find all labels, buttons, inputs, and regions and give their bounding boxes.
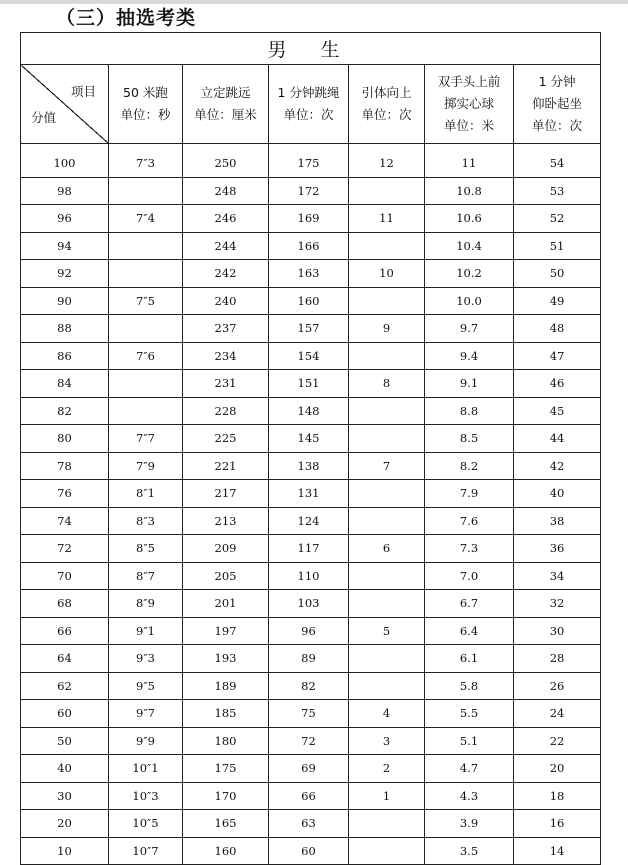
standing-long-jump-cell: 165 (183, 810, 269, 838)
pull-up-cell (349, 480, 425, 508)
pull-up-cell: 3 (349, 727, 425, 755)
sprint-50m-cell: 10″7 (109, 837, 183, 865)
sprint-50m-cell: 7″4 (109, 205, 183, 233)
score-cell: 72 (21, 535, 109, 563)
medicine-ball-throw-cell: 4.3 (425, 782, 514, 810)
column-header-line: 掷实心球 (443, 96, 494, 111)
table-row (21, 672, 601, 700)
medicine-ball-throw-cell: 7.3 (425, 535, 514, 563)
column-header-line: 单位：次 (361, 107, 412, 122)
corner-header-cell (21, 65, 109, 144)
medicine-ball-throw-cell: 10.2 (425, 260, 514, 288)
sprint-50m-cell: 9″3 (109, 645, 183, 673)
score-cell: 100 (21, 144, 109, 178)
score-cell: 64 (21, 645, 109, 673)
medicine-ball-throw-cell: 9.7 (425, 315, 514, 343)
table-row (21, 617, 601, 645)
table-row (21, 177, 601, 205)
standing-long-jump-cell: 197 (183, 617, 269, 645)
column-header (269, 65, 349, 144)
medicine-ball-throw-cell: 8.8 (425, 397, 514, 425)
rope-skipping-cell: 72 (269, 727, 349, 755)
sit-up-cell: 24 (514, 700, 601, 728)
score-cell: 96 (21, 205, 109, 233)
pull-up-cell (349, 425, 425, 453)
standing-long-jump-cell: 237 (183, 315, 269, 343)
table-row (21, 342, 601, 370)
sprint-50m-cell (109, 177, 183, 205)
rope-skipping-cell: 172 (269, 177, 349, 205)
standing-long-jump-cell: 250 (183, 144, 269, 178)
column-header (183, 65, 269, 144)
column-header (109, 65, 183, 144)
column-header-line: 仰卧起坐 (532, 96, 583, 111)
sprint-50m-cell: 7″3 (109, 144, 183, 178)
rope-skipping-cell: 60 (269, 837, 349, 865)
medicine-ball-throw-cell: 9.1 (425, 370, 514, 398)
medicine-ball-throw-cell: 7.9 (425, 480, 514, 508)
sit-up-cell: 38 (514, 507, 601, 535)
standing-long-jump-cell: 170 (183, 782, 269, 810)
column-header-line: 1 分钟 (538, 74, 576, 89)
sprint-50m-cell: 7″9 (109, 452, 183, 480)
pull-up-cell (349, 177, 425, 205)
sit-up-cell: 26 (514, 672, 601, 700)
column-header-line: 50 米跑 (123, 85, 168, 100)
column-header-line: 1 分钟跳绳 (277, 85, 340, 100)
rope-skipping-cell: 117 (269, 535, 349, 563)
pull-up-cell: 4 (349, 700, 425, 728)
score-cell: 86 (21, 342, 109, 370)
pull-up-cell: 9 (349, 315, 425, 343)
sit-up-cell: 22 (514, 727, 601, 755)
gender-heading: 男 生 (21, 33, 601, 65)
score-cell: 88 (21, 315, 109, 343)
rope-skipping-cell: 131 (269, 480, 349, 508)
column-header-line: 单位：次 (532, 118, 583, 133)
medicine-ball-throw-cell: 5.1 (425, 727, 514, 755)
pull-up-cell: 6 (349, 535, 425, 563)
column-header (349, 65, 425, 144)
rope-skipping-cell: 82 (269, 672, 349, 700)
standing-long-jump-cell: 231 (183, 370, 269, 398)
score-cell: 82 (21, 397, 109, 425)
rope-skipping-cell: 66 (269, 782, 349, 810)
sit-up-cell: 14 (514, 837, 601, 865)
sprint-50m-cell (109, 260, 183, 288)
sit-up-cell: 30 (514, 617, 601, 645)
score-cell: 50 (21, 727, 109, 755)
medicine-ball-throw-cell: 6.1 (425, 645, 514, 673)
pull-up-cell (349, 590, 425, 618)
sprint-50m-cell: 8″3 (109, 507, 183, 535)
sprint-50m-cell: 7″7 (109, 425, 183, 453)
table-row (21, 727, 601, 755)
pull-up-cell (349, 837, 425, 865)
column-header-row (21, 65, 601, 144)
sit-up-cell: 50 (514, 260, 601, 288)
medicine-ball-throw-cell: 10.8 (425, 177, 514, 205)
pull-up-cell (349, 397, 425, 425)
rope-skipping-cell: 154 (269, 342, 349, 370)
rope-skipping-cell: 89 (269, 645, 349, 673)
rope-skipping-cell: 110 (269, 562, 349, 590)
corner-score-label: 分值 (31, 110, 57, 125)
medicine-ball-throw-cell: 10.4 (425, 232, 514, 260)
standing-long-jump-cell: 240 (183, 287, 269, 315)
medicine-ball-throw-cell: 5.8 (425, 672, 514, 700)
pull-up-cell: 7 (349, 452, 425, 480)
standing-long-jump-cell: 180 (183, 727, 269, 755)
sprint-50m-cell: 8″5 (109, 535, 183, 563)
sit-up-cell: 44 (514, 425, 601, 453)
sprint-50m-cell: 8″7 (109, 562, 183, 590)
score-cell: 76 (21, 480, 109, 508)
rope-skipping-cell: 166 (269, 232, 349, 260)
pull-up-cell: 12 (349, 144, 425, 178)
column-header-line: 单位：秒 (120, 107, 171, 122)
table-row (21, 562, 601, 590)
column-header-line: 单位：米 (443, 118, 494, 133)
medicine-ball-throw-cell: 8.5 (425, 425, 514, 453)
rope-skipping-cell: 69 (269, 755, 349, 783)
sprint-50m-cell (109, 232, 183, 260)
sprint-50m-cell: 10″1 (109, 755, 183, 783)
score-cell: 90 (21, 287, 109, 315)
medicine-ball-throw-cell: 3.9 (425, 810, 514, 838)
sit-up-cell: 48 (514, 315, 601, 343)
table-row (21, 370, 601, 398)
pull-up-cell: 10 (349, 260, 425, 288)
table-row (21, 144, 601, 178)
score-cell: 80 (21, 425, 109, 453)
standing-long-jump-cell: 175 (183, 755, 269, 783)
column-header-line: 引体向上 (361, 85, 412, 100)
sit-up-cell: 42 (514, 452, 601, 480)
table-row (21, 810, 601, 838)
sit-up-cell: 45 (514, 397, 601, 425)
rope-skipping-cell: 96 (269, 617, 349, 645)
medicine-ball-throw-cell: 3.5 (425, 837, 514, 865)
standing-long-jump-cell: 217 (183, 480, 269, 508)
medicine-ball-throw-cell: 7.0 (425, 562, 514, 590)
medicine-ball-throw-cell: 11 (425, 144, 514, 178)
score-cell: 10 (21, 837, 109, 865)
score-cell: 62 (21, 672, 109, 700)
table-row (21, 260, 601, 288)
score-cell: 84 (21, 370, 109, 398)
score-cell: 74 (21, 507, 109, 535)
column-header-line: 单位：次 (283, 107, 334, 122)
sit-up-cell: 40 (514, 480, 601, 508)
sit-up-cell: 34 (514, 562, 601, 590)
medicine-ball-throw-cell: 7.6 (425, 507, 514, 535)
sit-up-cell: 53 (514, 177, 601, 205)
table-row (21, 205, 601, 233)
table-row (21, 590, 601, 618)
column-header (514, 65, 601, 144)
sit-up-cell: 28 (514, 645, 601, 673)
score-cell: 94 (21, 232, 109, 260)
pull-up-cell (349, 672, 425, 700)
pull-up-cell: 11 (349, 205, 425, 233)
standing-long-jump-cell: 221 (183, 452, 269, 480)
score-cell: 68 (21, 590, 109, 618)
standing-long-jump-cell: 244 (183, 232, 269, 260)
sprint-50m-cell: 7″5 (109, 287, 183, 315)
score-cell: 70 (21, 562, 109, 590)
sit-up-cell: 16 (514, 810, 601, 838)
table-row (21, 700, 601, 728)
score-cell: 20 (21, 810, 109, 838)
sprint-50m-cell: 10″5 (109, 810, 183, 838)
pull-up-cell: 2 (349, 755, 425, 783)
pull-up-cell (349, 645, 425, 673)
sprint-50m-cell (109, 315, 183, 343)
sit-up-cell: 49 (514, 287, 601, 315)
score-cell: 92 (21, 260, 109, 288)
score-cell: 40 (21, 755, 109, 783)
table-row (21, 397, 601, 425)
standing-long-jump-cell: 185 (183, 700, 269, 728)
medicine-ball-throw-cell: 6.7 (425, 590, 514, 618)
sprint-50m-cell: 9″5 (109, 672, 183, 700)
sit-up-cell: 46 (514, 370, 601, 398)
section-title: （三）抽选考类 (56, 7, 197, 29)
table-row (21, 535, 601, 563)
table-row (21, 507, 601, 535)
standing-long-jump-cell: 225 (183, 425, 269, 453)
sprint-50m-cell: 9″9 (109, 727, 183, 755)
standing-long-jump-cell: 189 (183, 672, 269, 700)
table-row (21, 782, 601, 810)
standing-long-jump-cell: 228 (183, 397, 269, 425)
sit-up-cell: 32 (514, 590, 601, 618)
sit-up-cell: 47 (514, 342, 601, 370)
medicine-ball-throw-cell: 4.7 (425, 755, 514, 783)
sit-up-cell: 51 (514, 232, 601, 260)
medicine-ball-throw-cell: 9.4 (425, 342, 514, 370)
table-row (21, 315, 601, 343)
sprint-50m-cell: 9″1 (109, 617, 183, 645)
rope-skipping-cell: 145 (269, 425, 349, 453)
pull-up-cell (349, 232, 425, 260)
table-row (21, 232, 601, 260)
table-row (21, 837, 601, 865)
standing-long-jump-cell: 213 (183, 507, 269, 535)
column-header-line: 立定跳远 (200, 85, 251, 100)
score-cell: 66 (21, 617, 109, 645)
pull-up-cell (349, 287, 425, 315)
table-row (21, 755, 601, 783)
corner-item-label: 项目 (70, 84, 96, 99)
column-header (425, 65, 514, 144)
pull-up-cell (349, 507, 425, 535)
sit-up-cell: 52 (514, 205, 601, 233)
pull-up-cell (349, 562, 425, 590)
table-row (21, 425, 601, 453)
score-cell: 78 (21, 452, 109, 480)
medicine-ball-throw-cell: 10.0 (425, 287, 514, 315)
sprint-50m-cell: 8″1 (109, 480, 183, 508)
rope-skipping-cell: 103 (269, 590, 349, 618)
standing-long-jump-cell: 209 (183, 535, 269, 563)
rope-skipping-cell: 75 (269, 700, 349, 728)
rope-skipping-cell: 124 (269, 507, 349, 535)
score-cell: 60 (21, 700, 109, 728)
table-row (21, 287, 601, 315)
standing-long-jump-cell: 205 (183, 562, 269, 590)
sit-up-cell: 18 (514, 782, 601, 810)
table-row (21, 452, 601, 480)
table-row (21, 645, 601, 673)
rope-skipping-cell: 151 (269, 370, 349, 398)
rope-skipping-cell: 163 (269, 260, 349, 288)
sit-up-cell: 36 (514, 535, 601, 563)
standing-long-jump-cell: 193 (183, 645, 269, 673)
standing-long-jump-cell: 201 (183, 590, 269, 618)
pull-up-cell (349, 810, 425, 838)
rope-skipping-cell: 160 (269, 287, 349, 315)
rope-skipping-cell: 63 (269, 810, 349, 838)
medicine-ball-throw-cell: 10.6 (425, 205, 514, 233)
sprint-50m-cell: 9″7 (109, 700, 183, 728)
sprint-50m-cell (109, 370, 183, 398)
score-table (20, 32, 601, 865)
rope-skipping-cell: 138 (269, 452, 349, 480)
column-header-line: 双手头上前 (437, 74, 501, 89)
standing-long-jump-cell: 246 (183, 205, 269, 233)
sprint-50m-cell: 10″3 (109, 782, 183, 810)
medicine-ball-throw-cell: 8.2 (425, 452, 514, 480)
medicine-ball-throw-cell: 6.4 (425, 617, 514, 645)
column-header-line: 单位：厘米 (194, 107, 257, 122)
standing-long-jump-cell: 234 (183, 342, 269, 370)
rope-skipping-cell: 169 (269, 205, 349, 233)
standing-long-jump-cell: 248 (183, 177, 269, 205)
sit-up-cell: 20 (514, 755, 601, 783)
rope-skipping-cell: 157 (269, 315, 349, 343)
score-cell: 30 (21, 782, 109, 810)
pull-up-cell: 5 (349, 617, 425, 645)
pull-up-cell: 8 (349, 370, 425, 398)
medicine-ball-throw-cell: 5.5 (425, 700, 514, 728)
standing-long-jump-cell: 242 (183, 260, 269, 288)
rope-skipping-cell: 148 (269, 397, 349, 425)
sit-up-cell: 54 (514, 144, 601, 178)
table-row (21, 480, 601, 508)
sprint-50m-cell (109, 397, 183, 425)
score-cell: 98 (21, 177, 109, 205)
pull-up-cell: 1 (349, 782, 425, 810)
standing-long-jump-cell: 160 (183, 837, 269, 865)
sprint-50m-cell: 7″6 (109, 342, 183, 370)
rope-skipping-cell: 175 (269, 144, 349, 178)
sprint-50m-cell: 8″9 (109, 590, 183, 618)
pull-up-cell (349, 342, 425, 370)
score-table-body (21, 144, 601, 865)
